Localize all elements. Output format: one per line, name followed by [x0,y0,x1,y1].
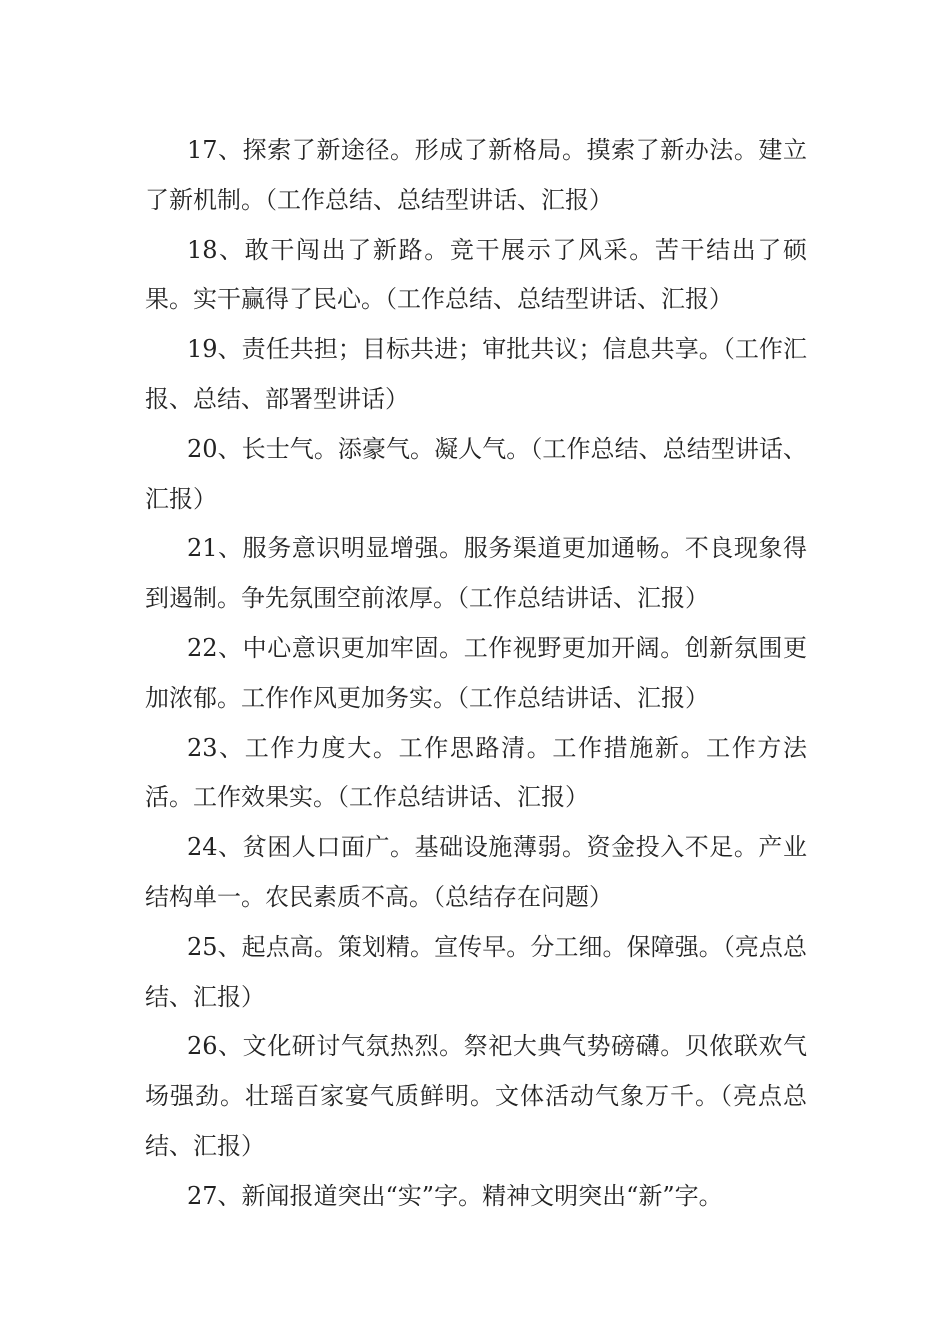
paragraph-21: 21、服务意识明显增强。服务渠道更加通畅。不良现象得到遏制。争先氛围空前浓厚。（工作总结讲话、汇报） [145,534,807,613]
paragraph-27: 27、新闻报道突出“实”字。精神文明突出“新”字。 [187,1181,723,1210]
paragraph-23: 23、工作力度大。工作思路清。工作措施新。工作方法活。工作效果实。（工作总结讲话、汇报） [145,733,807,812]
document-page [145,126,807,1222]
paragraph-24: 24、贫困人口面广。基础设施薄弱。资金投入不足。产业结构单一。农民素质不高。（总结存在问题） [145,833,807,911]
paragraph-26: 26、文化研讨气氛热烈。祭祀大典气势磅礴。贝侬联欢气场强劲。壮瑶百家宴气质鲜明。文体活动气象万千。（亮点总结、汇报） [145,1032,807,1160]
paragraph-25: 25、起点高。策划精。宣传早。分工细。保障强。（亮点总结、汇报） [145,932,807,1011]
paragraph-18: 18、敢干闯出了新路。竞干展示了风采。苦干结出了硕果。实干赢得了民心。（工作总结、总结型讲话、汇报） [145,235,807,314]
paragraph-22: 22、中心意识更加牢固。工作视野更加开阔。创新氛围更加浓郁。工作作风更加务实。（工作总结讲话、汇报） [145,633,807,712]
paragraph-17: 17、探索了新途径。形成了新格局。摸索了新办法。建立了新机制。（工作总结、总结型讲话、汇报） [145,136,807,214]
paragraph-20: 20、长士气。添豪气。凝人气。（工作总结、总结型讲话、汇报） [145,434,807,513]
paragraph-19: 19、责任共担；目标共进；审批共议；信息共享。（工作汇报、总结、部署型讲话） [145,335,807,413]
